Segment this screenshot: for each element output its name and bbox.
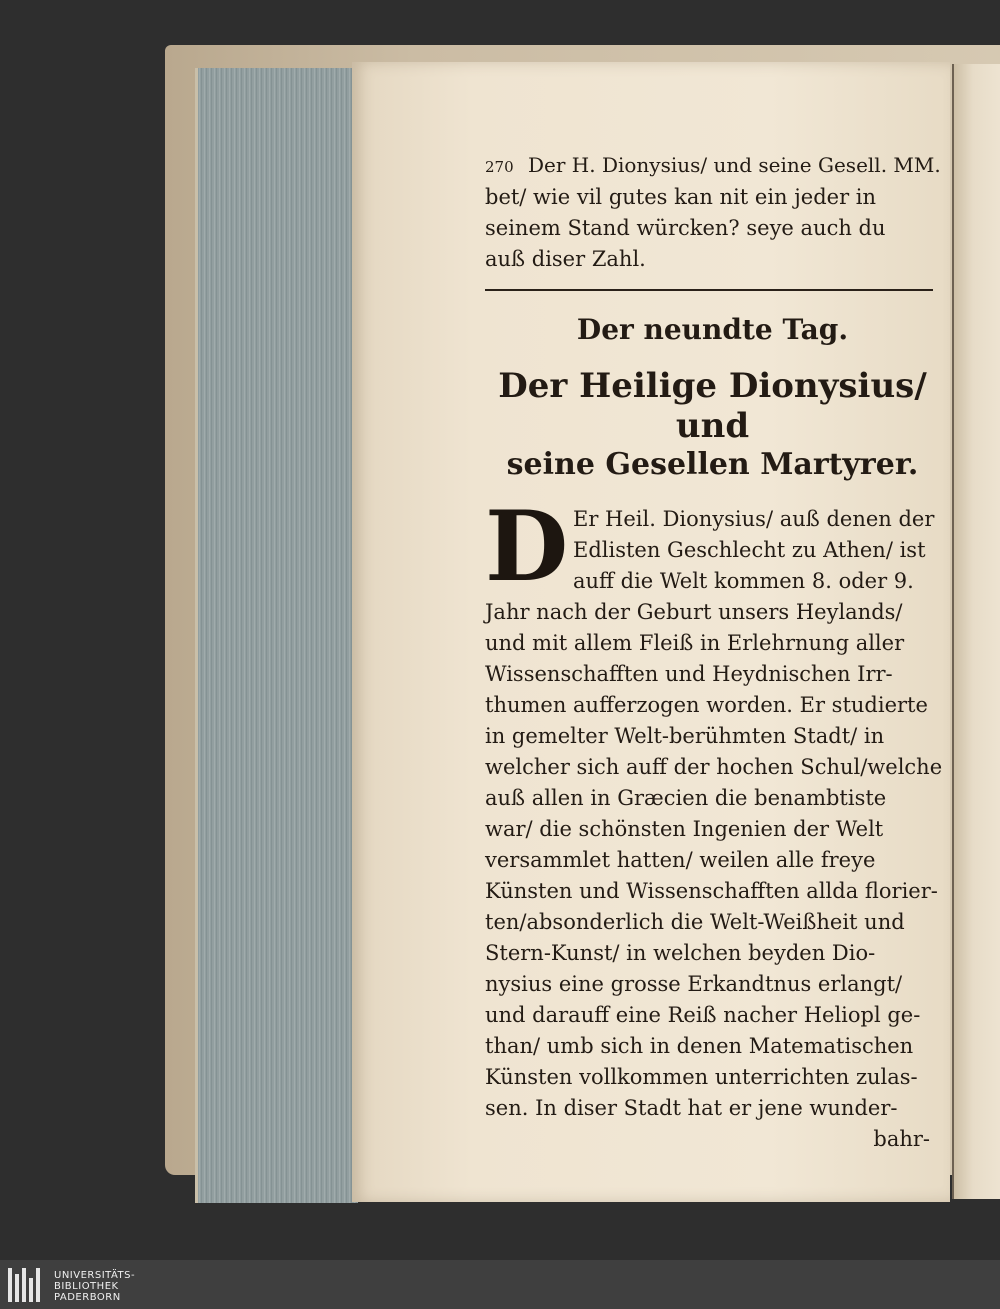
body-line: Künsten vollkommen unterrichten zulas-: [485, 1065, 918, 1089]
saint-title: Der Heilige Dionysius/ und: [498, 366, 927, 446]
library-logo-icon: [8, 1268, 44, 1302]
library-footer: [0, 1260, 1000, 1309]
body-line: Wissenschafften und Heydnischen Irr-: [485, 662, 893, 686]
facing-page-edge: [952, 64, 1000, 1199]
body-line: und darauff eine Reiß nacher Heliopl ge-: [485, 1003, 921, 1027]
body-line: in gemelter Welt-berühmten Stadt/ in: [485, 724, 885, 748]
catchword: bahr-: [873, 1127, 930, 1151]
library-name-line: UNIVERSITÄTS-: [54, 1270, 136, 1281]
section-divider: [485, 289, 933, 291]
body-line: Stern-Kunst/ in welchen beyden Dio-: [485, 941, 876, 965]
body-line: nysius eine grosse Erkandtnus erlangt/: [485, 972, 903, 996]
page-text: [485, 150, 943, 1155]
body-line: Jahr nach der Geburt unsers Heylands/: [485, 600, 903, 624]
running-header: [485, 150, 940, 182]
running-head: Der H. Dionysius/ und seine Gesell. MM.: [528, 153, 941, 177]
body-line: versammlet hatten/ weilen alle freye: [485, 848, 876, 872]
body-line: Künsten und Wissenschafften allda florier-: [485, 879, 938, 903]
body-line: than/ umb sich in denen Matematischen: [485, 1034, 914, 1058]
body-line: auff die Welt kommen 8. oder 9.: [573, 569, 914, 593]
carryover-line: bet/ wie vil gutes kan nit ein jeder in: [485, 185, 877, 209]
body-line: Er Heil. Dionysius/ auß denen der: [573, 507, 935, 531]
library-name-line: BIBLIOTHEK: [54, 1281, 119, 1292]
section-title: Der neundte Tag.: [576, 313, 849, 346]
page-number: 270: [485, 158, 514, 176]
body-line: ten/absonderlich die Welt-Weißheit und: [485, 910, 905, 934]
body-line: sen. In diser Stadt hat er jene wunder-: [485, 1096, 898, 1120]
drop-cap-initial: D: [485, 490, 569, 603]
page-edges: [195, 68, 358, 1203]
body-line: auß allen in Græcien die benambtiste: [485, 786, 887, 810]
body-line: und mit allem Fleiß in Erlehrnung aller: [485, 631, 905, 655]
saint-subtitle: seine Gesellen Martyrer.: [506, 447, 919, 482]
library-name-line: PADERBORN: [54, 1292, 121, 1303]
body-line: thumen aufferzogen worden. Er studierte: [485, 693, 928, 717]
body-line: war/ die schönsten Ingenien der Welt: [485, 817, 884, 841]
library-name: [54, 1270, 135, 1303]
carryover-line: auß diser Zahl.: [485, 247, 646, 271]
carryover-line: seinem Stand würcken? seye auch du: [485, 216, 886, 240]
body-line: welcher sich auff der hochen Schul/welche: [485, 755, 943, 779]
body-line: Edlisten Geschlecht zu Athen/ ist: [573, 538, 926, 562]
